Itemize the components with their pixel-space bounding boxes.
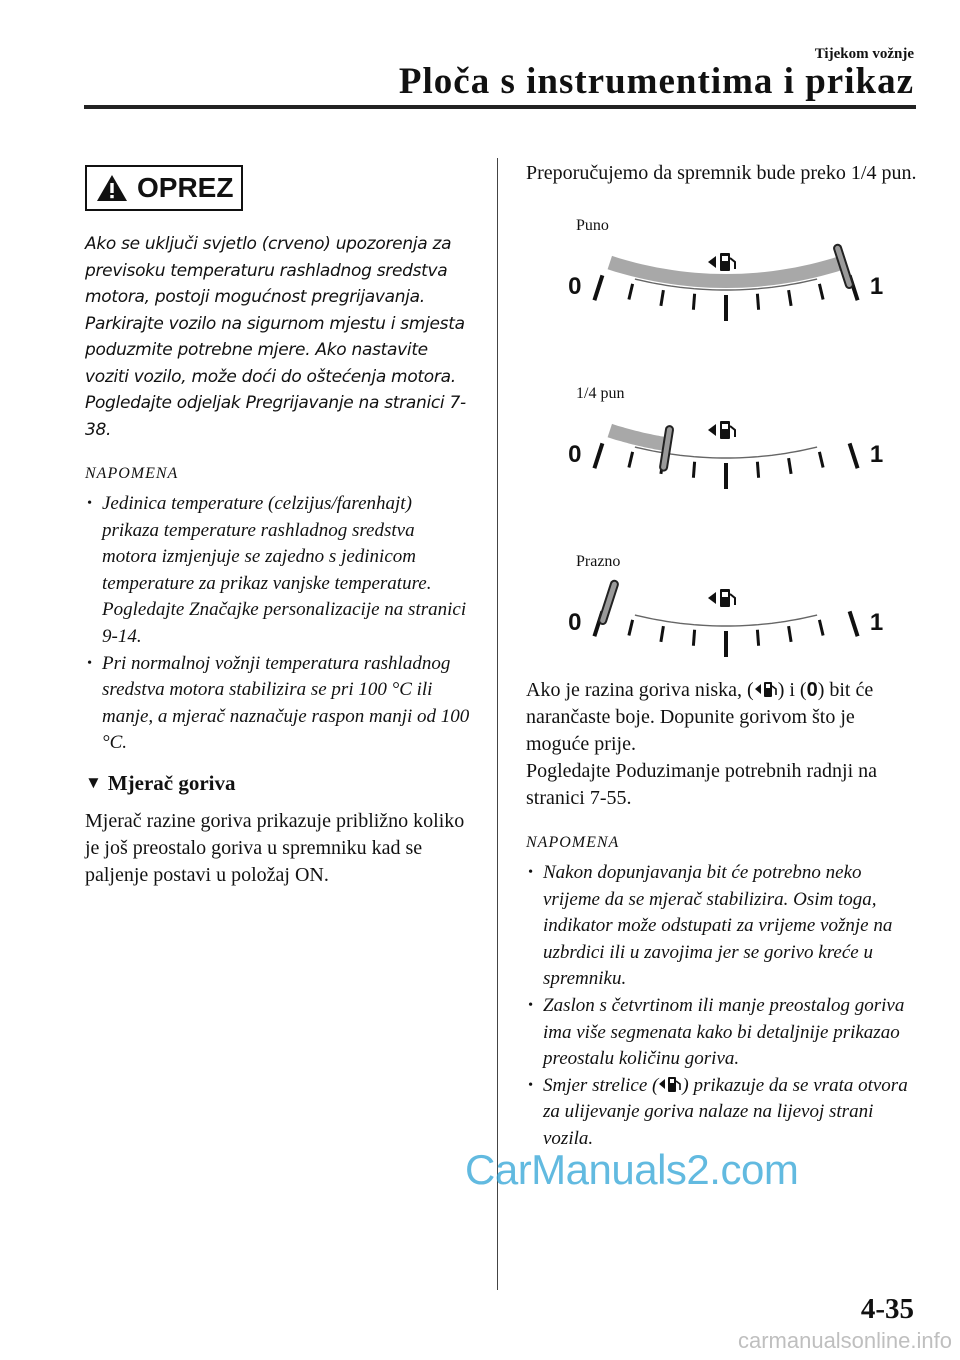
- list-item: • Zaslon s četvrtinom ili manje preostalog goriva ima više segmenata kako bi detaljnije prikazao preostalu količinu goriva.: [526, 993, 918, 1073]
- gauge-empty-mark: 0: [568, 272, 582, 300]
- fuel-gauge-heading: ▼ Mjerač goriva: [85, 770, 236, 795]
- gauge-tick: [757, 630, 758, 646]
- header-rule: [84, 105, 916, 109]
- gauge-tick: [850, 611, 858, 636]
- fuel-pump-hose: [730, 426, 735, 437]
- fuel-pump-window: [722, 424, 728, 429]
- gauge-empty-mark: 0: [568, 608, 582, 636]
- left-column: [85, 165, 470, 889]
- gauge-tick: [693, 294, 694, 310]
- gauge-full-mark: 1: [869, 272, 884, 300]
- gauge-tick: [594, 443, 602, 468]
- gauge-tick: [789, 290, 792, 306]
- fuel-gauge-description: Mjerač razine goriva prikazuje približno koliko je još preostalo goriva u spremniku kad se paljenje postavi u položaj ON.: [85, 809, 465, 886]
- fuel-pump-arrow-icon: [708, 589, 735, 607]
- list-item: • Nakon dopunjavanja bit će potrebno neko vrijeme da se mjerač stabilizira. Osim toga, indikator može odstupati za vrijeme vožnje na uzbrdici ili u zavojima jer se gorivo kreće u spremniku.: [526, 860, 918, 993]
- low-fuel-text: Ako je razina goriva niska, ( ) i (0) bit će narančaste boje. Dopunite gorivom što je moguće prije. Pogledajte Poduzimanje potrebnih radnji na stranici 7-55.: [526, 679, 878, 809]
- triangle-down-icon: ▼: [85, 773, 102, 793]
- header-section: Tijekom vožnje: [814, 46, 914, 62]
- gauge-tick: [850, 443, 858, 468]
- page-number: 4-35: [860, 1293, 914, 1325]
- fuel-pump-arrow-icon: [708, 421, 735, 439]
- note-heading: NAPOMENA: [85, 465, 179, 482]
- gauge-tick: [629, 452, 633, 468]
- empty-mark-icon: 0: [806, 679, 818, 701]
- gauge-empty-block: [526, 553, 918, 671]
- gauge-quarter-block: [526, 385, 918, 523]
- fuel-pump-window: [722, 256, 728, 261]
- note-list: [526, 860, 918, 1153]
- gauge-arc: [635, 615, 817, 626]
- fuel-gauge-quarter: [568, 403, 884, 523]
- gauge-tick: [661, 290, 664, 306]
- gauge-full-mark: 1: [869, 608, 884, 636]
- fuel-pump-body: [720, 253, 730, 271]
- list-item: • Pri normalnoj vožnji temperatura rashladnog sredstva motora stabilizira se pri 100 °C ili manje, a mjerač naznačuje raspon manji od 100 °C.: [85, 651, 470, 757]
- gauge-tick: [819, 452, 823, 468]
- fuel-pump-body: [720, 421, 730, 439]
- gauge-label: Puno: [576, 217, 609, 234]
- gauge-tick: [757, 462, 758, 478]
- gauge-label: 1/4 pun: [576, 385, 625, 402]
- fuel-pump-body: [720, 589, 730, 607]
- caution-label: OPREZ: [137, 172, 234, 203]
- right-column: [526, 160, 918, 1153]
- gauge-tick: [661, 626, 664, 642]
- fuel-pump-arrow-icon: [658, 1074, 682, 1094]
- fuel-pump-arrow-icon: [754, 679, 778, 699]
- gauge-tick: [629, 620, 633, 636]
- gauge-tick: [629, 284, 633, 300]
- fuel-pump-arrow-icon: [708, 253, 735, 271]
- note-list: [85, 491, 470, 757]
- gauge-full-block: [526, 217, 918, 355]
- fuel-pump-hose: [730, 258, 735, 269]
- gauge-tick: [757, 294, 758, 310]
- fuel-pump-hose: [730, 594, 735, 605]
- column-divider: [497, 158, 498, 1290]
- caution-text: Ako se uključi svjetlo (crveno) upozorenja za previsoku temperaturu rashladnog sredstva motora, postoji mogućnost pregrijavanja. Parkirajte vozilo na sigurnom mjestu i smjesta poduzmite potrebne mjere. Ako nastavite voziti vozilo, može doći do oštećenja motora. Pogledajte odjeljak Pregrijavanje na stranici 7-38.: [85, 234, 466, 440]
- intro-text: Preporučujemo da spremnik bude preko 1/4 pun.: [526, 162, 917, 184]
- gauge-empty-mark: 0: [568, 440, 582, 468]
- watermark: CarManuals2.com: [465, 1146, 799, 1193]
- footer-watermark: carmanualsonline.info: [737, 1328, 952, 1353]
- list-item: • Smjer strelice ( ) prikazuje da se vrata otvora za ulijevanje goriva nalaze na lijevoj strani vozila.: [526, 1073, 918, 1153]
- arrow-left-icon: [708, 424, 716, 436]
- gauge-tick: [819, 284, 823, 300]
- gauge-tick: [693, 462, 694, 478]
- gauge-tick: [693, 630, 694, 646]
- arrow-left-icon: [708, 256, 716, 268]
- warning-icon: [95, 173, 129, 203]
- gauge-tick: [819, 620, 823, 636]
- page-title: Ploča s instrumentima i prikaz: [398, 61, 914, 102]
- caution-badge: [85, 165, 243, 211]
- gauge-tick: [789, 458, 792, 474]
- fuel-gauge-empty: [568, 571, 884, 671]
- gauge-full-mark: 1: [869, 440, 884, 468]
- arrow-left-icon: [708, 592, 716, 604]
- gauge-tick: [789, 626, 792, 642]
- note-heading: NAPOMENA: [526, 834, 620, 851]
- gauge-tick: [594, 275, 602, 300]
- fuel-pump-window: [722, 592, 728, 597]
- list-item: • Jedinica temperature (celzijus/farenhajt) prikaza temperature rashladnog sredstva motora izmjenjuje se zajedno s jedinicom temperature za prikaz vanjske temperature. Pogledajte Značajke personalizacije na stranici 9-14.: [85, 491, 470, 651]
- fuel-gauge-full: [568, 235, 884, 355]
- gauge-label: Prazno: [576, 553, 621, 570]
